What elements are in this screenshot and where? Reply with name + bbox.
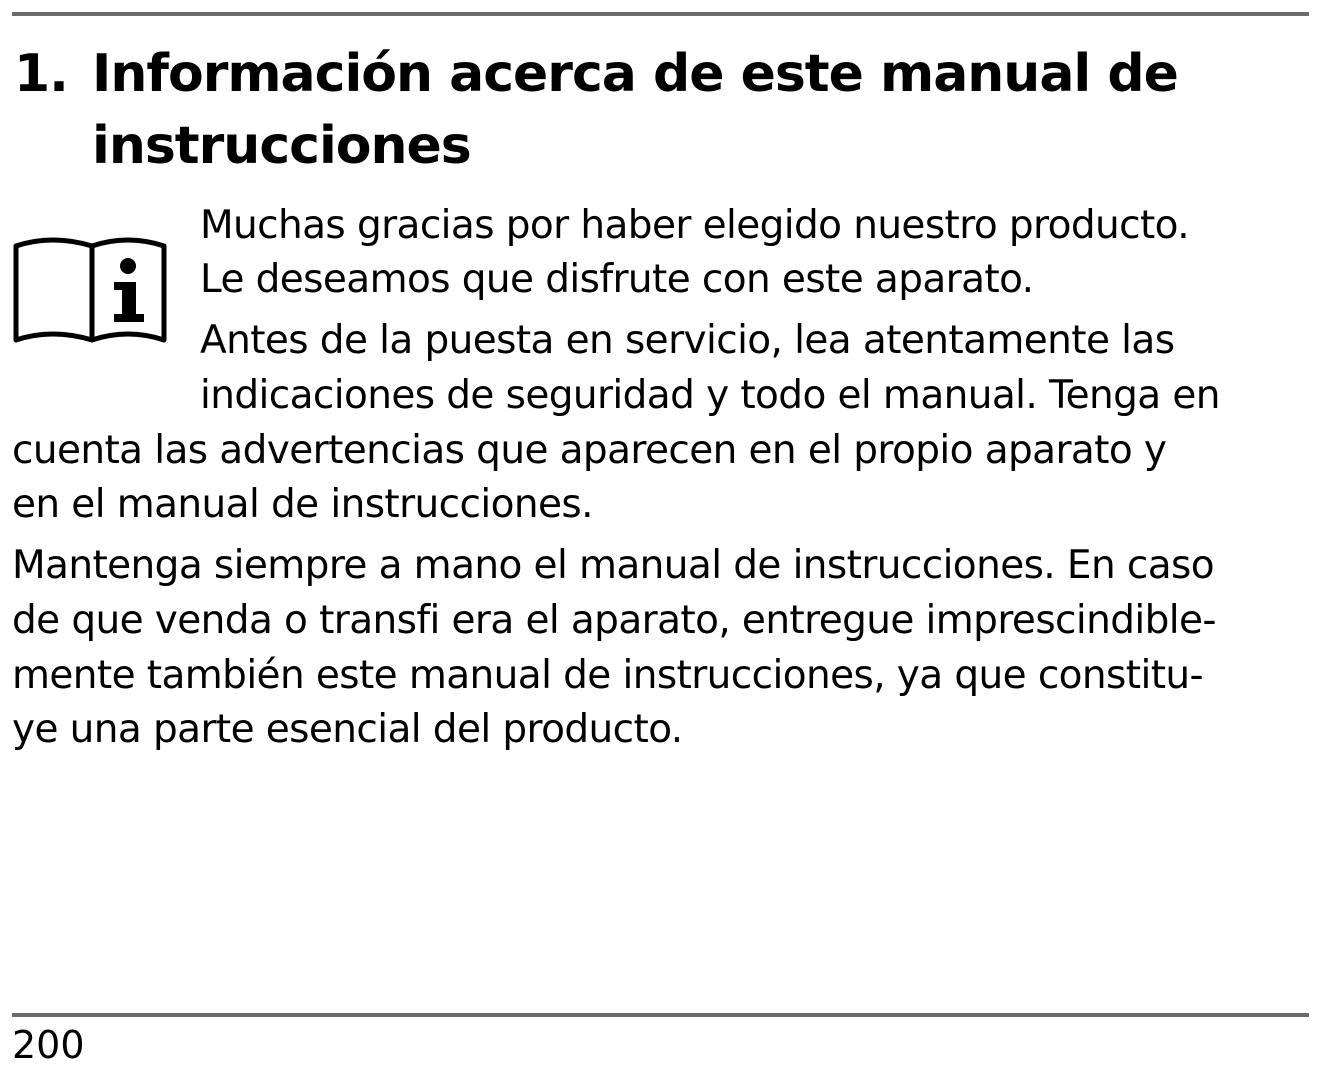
section-title xyxy=(92,38,1292,182)
paragraph2-line-4: ye una parte esencial del producto. xyxy=(12,707,683,752)
intro-line-1: Muchas gracias por haber elegido nuestro producto. xyxy=(200,203,1190,248)
section-title-line-2: instrucciones xyxy=(92,116,471,176)
bottom-divider xyxy=(12,1013,1309,1017)
paragraph2-line-3: mente también este manual de instrucciones, ya que constitu- xyxy=(12,653,1203,698)
paragraph1-line-3: cuenta las advertencias que aparecen en el propio aparato y xyxy=(12,428,1167,473)
paragraph2-line-2: de que venda o transfi era el aparato, entregue imprescindible- xyxy=(12,598,1216,643)
paragraph2-line-1: Mantenga siempre a mano el manual de instrucciones. En caso xyxy=(12,543,1214,588)
section-title-line-1: Información acerca de este manual de xyxy=(92,44,1178,104)
page-number: 200 xyxy=(12,1023,85,1067)
intro-line-2: Le deseamos que disfrute con este aparato. xyxy=(200,257,1034,302)
read-manual-info-icon xyxy=(12,228,168,344)
paragraph1-line-4: en el manual de instrucciones. xyxy=(12,482,593,527)
paragraph1-line-2: indicaciones de seguridad y todo el manual. Tenga en xyxy=(200,373,1220,418)
section-number: 1. xyxy=(14,44,68,104)
top-divider xyxy=(12,12,1309,16)
paragraph1-line-1: Antes de la puesta en servicio, lea atentamente las xyxy=(200,318,1175,363)
